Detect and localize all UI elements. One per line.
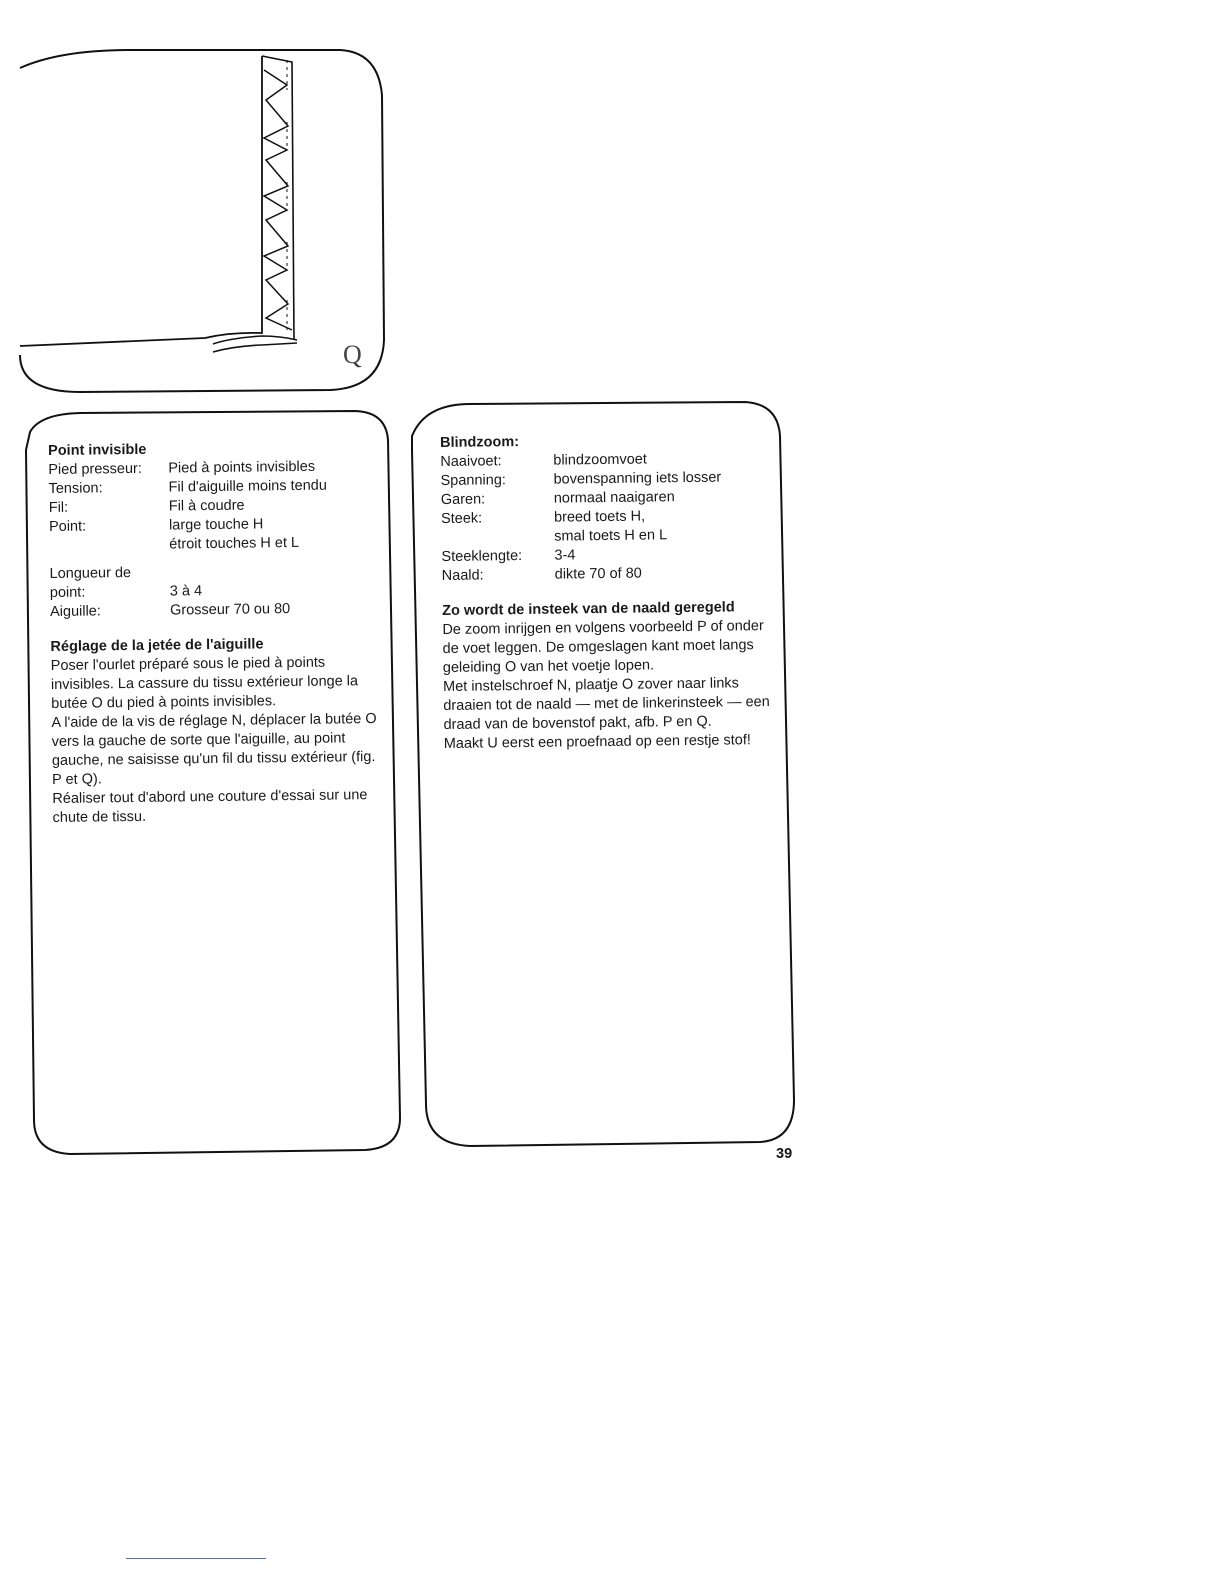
spec-value: dikte 70 of 80: [554, 565, 642, 583]
spec-label: Spanning:: [440, 472, 506, 489]
spec-label: Point:: [48, 518, 87, 535]
spec-label: Naaivoet:: [440, 453, 502, 470]
dutch-paragraph: De zoom inrijgen en volgens voorbeeld P of onder de voet leggen. De omgeslagen kant moet langs geleiding O van het voetje lopen.: [442, 618, 764, 676]
spec-row: [442, 563, 772, 586]
spec-value: blindzoomvoet: [553, 451, 647, 469]
spec-label: Naald:: [441, 567, 484, 584]
dutch-instructions: [440, 430, 774, 754]
page-number: 39: [776, 1146, 793, 1162]
spec-value: 3-4: [554, 547, 576, 564]
spec-row: [49, 533, 379, 556]
spec-label: Garen:: [440, 491, 486, 508]
spec-value: Pied à points invisibles: [168, 458, 316, 477]
spec-label: Steeklengte:: [441, 548, 523, 565]
length-value: 3 à 4: [169, 583, 203, 600]
french-title: Point invisible: [48, 441, 147, 459]
blind-stitch-zigzag: [264, 70, 292, 330]
dutch-paragraph: Met instelschroef N, plaatje O zover naar links draaien tot de naald — met de linkerinsteek — een draad van de bovenstof pakt, afb. P en Q.: [442, 675, 770, 733]
spec-row: [50, 599, 380, 622]
french-subtitle: Réglage de la jetée de l'aiguille: [50, 636, 264, 655]
spec-value: Fil à coudre: [168, 497, 245, 515]
spec-value: Fil d'aiguille moins tendu: [168, 477, 327, 496]
dutch-paragraph: Maakt U eerst een proefnaad op een restje stof!: [443, 732, 751, 752]
spec-label: Steek:: [440, 510, 483, 527]
dutch-subtitle: Zo wordt de insteek van de naald geregeld: [442, 599, 735, 619]
french-paragraph: A l'aide de la vis de réglage N, déplacer la butée O vers la gauche de sorte que l'aiguille, au point gauche, ne saisisse qu'un fil du tissu extérieur (fig. P et Q).: [51, 711, 377, 788]
length-label-line2: point:: [49, 584, 86, 601]
needle-value: Grosseur 70 ou 80: [169, 601, 291, 619]
spec-label: Pied presseur:: [48, 460, 142, 478]
french-paragraph: Poser l'ourlet préparé sous le pied à points invisibles. La cassure du tissu extérieur longe la butée O du pied à points invisibles.: [50, 654, 359, 712]
spec-value: breed toets H,: [553, 508, 646, 526]
spec-label: Fil:: [48, 499, 69, 516]
spec-value: bovenspanning iets losser: [553, 469, 722, 488]
spec-label: Tension:: [48, 480, 103, 497]
figure-q-frame: [20, 50, 384, 392]
spec-value: large touche H: [168, 516, 264, 534]
needle-label: Aiguille:: [49, 603, 101, 620]
spec-label: [49, 536, 169, 556]
figure-label: Q: [343, 340, 362, 369]
french-paragraph: Réaliser tout d'abord une couture d'essai sur une chute de tissu.: [52, 787, 368, 826]
fabric-fold-illustration: [20, 56, 262, 346]
french-instructions: [48, 438, 383, 828]
spec-value: normaal naaigaren: [553, 489, 675, 507]
spec-label: [441, 528, 554, 548]
spec-value: smal toets H en L: [554, 527, 668, 545]
footer-rule: [126, 1558, 266, 1559]
dutch-title: Blindzoom:: [440, 434, 520, 451]
spec-value: étroit touches H et L: [169, 534, 300, 553]
length-label-line1: Longueur de: [49, 564, 132, 582]
